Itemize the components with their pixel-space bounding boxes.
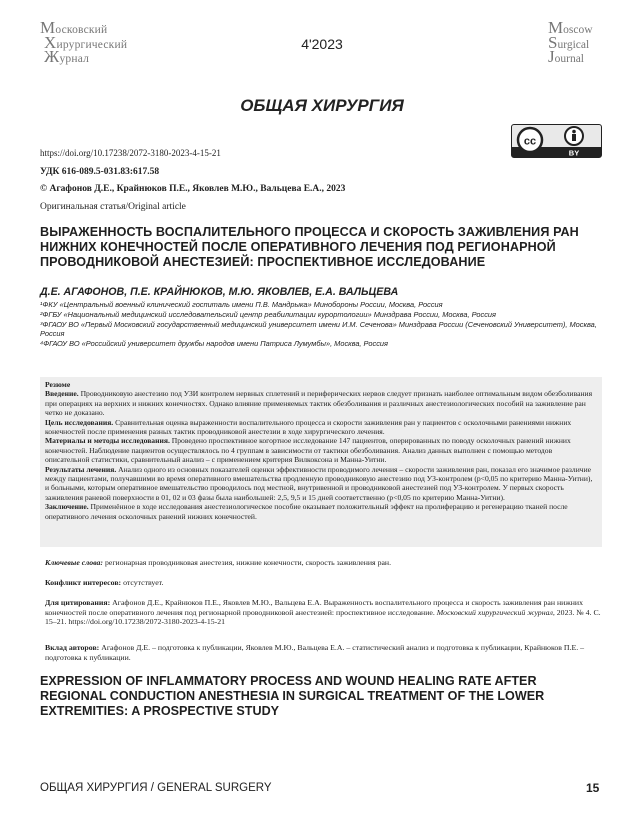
article-type: Оригинальная статья/Original article xyxy=(40,202,186,212)
abstract-conclusion: Заключение. Применённое в ходе исследования анестезиологическое пособие оказывает положительный эффект на пролиферацию и регенерацию тканей после оперативного лечения осколочных ранений нижних конечностей. xyxy=(45,502,568,521)
article-title-en: EXPRESSION OF INFLAMMATORY PROCESS AND WOUND HEALING RATE AFTER REGIONAL CONDUCTION ANESTHESIA IN SURGICAL TREATMENT OF THE LOWER EXTREMITIES: A PROSPECTIVE STUDY xyxy=(40,674,545,718)
abstract-heading: Резюме xyxy=(45,380,71,389)
journal-logo-ru: Московский Хирургический Журнал xyxy=(40,18,128,66)
license-by-text: BY xyxy=(568,148,580,157)
affiliation-1: ¹ФКУ «Центральный военный клинический госпиталь имени П.В. Мандрыка» Минобороны России, Москва, Россия xyxy=(40,300,443,309)
keywords: Ключевые слова: регионарная проводниковая анестезия, нижние конечности, скорость заживления ран. xyxy=(45,558,392,567)
abstract-methods: Материалы и методы исследования. Проведено проспективное когортное исследование 147 пациентов, оперированных по поводу осколочных ранений нижних конечностей. Наблюдение пациентов осуществлялось по 4 группам в зависимости от тактики обезболивания. Анализ данных выполнен с помощью методов описательной статистики, сравнительный анализ – с применением критерия Вилкоксона и Манна-Уитни. xyxy=(45,436,571,465)
abstract-aim: Цель исследования. Сравнительная оценка выраженности воспалительного процесса и скорости заживления ран у пациентов с осколочными ранениями нижних конечностей после применения разных тактик проводниковой анестезии в ходе хирургического лечения. xyxy=(45,417,572,437)
section-title: ОБЩАЯ ХИРУРГИЯ xyxy=(240,96,404,115)
affiliation-3: ³ФГАОУ ВО «Первый Московский государственный медицинский университет имени И.М. Сеченова» Минздрава России (Сеченовский Университет), Москва, Россия xyxy=(40,320,597,338)
affiliations xyxy=(40,300,602,349)
doi-link[interactable]: https://doi.org/10.17238/2072-3180-2023-4-15-21 xyxy=(40,148,221,158)
affiliation-2: ²ФГБУ «Национальный медицинский исследовательский центр реабилитации курортологии» Минздрава России, Москва, Россия xyxy=(40,310,496,319)
issue-number: 4'2023 xyxy=(301,36,343,52)
page-number: 15 xyxy=(586,781,600,795)
abstract-intro: Введение. Проводниковую анестезию под УЗИ контролем нервных сплетений и периферических нервов следует признать наиболее оптимальным видом обезболивания при операциях на верхних и нижних конечностях. Однако влияние применяемых тактик обезболивания и различных анестезиологических пособий на заживление ран четко не доказано. xyxy=(45,389,593,418)
svg-text:cc: cc xyxy=(523,135,537,148)
author-contributions: Вклад авторов: Агафонов Д.Е. – подготовка к публикации, Яковлев М.Ю., Вальцева Е.А. – статистический анализ и подготовка к публикации, Крайнюков П.Е. – подготовка к публикации. xyxy=(45,643,585,662)
citation: Для цитирования: Агафонов Д.Е., Крайнюков П.Е., Яковлев М.Ю., Вальцева Е.А. Выраженность воспалительного процесса и скорость заживления ран нижних конечностей после оперативного лечения под регионарной проводниковой анестезией: проспективное исследование. Московский хирургический журнал, 2023. № 4. С. 15–21. https://doi.org/10.17238/2072-3180-2023-4-15-21 xyxy=(45,598,601,627)
udk-code: УДК 616-089.5-031.83:617.58 xyxy=(40,167,160,177)
footer-section: ОБЩАЯ ХИРУРГИЯ / GENERAL SURGERY xyxy=(40,782,272,794)
conflict-of-interest: Конфликт интересов: отсутствует. xyxy=(45,578,164,587)
journal-logo-en: Moscow Surgical Journal xyxy=(548,18,593,66)
copyright: © Агафонов Д.Е., Крайнюков П.Е., Яковлев М.Ю., Вальцева Е.А., 2023 xyxy=(40,184,346,194)
article-title-ru: ВЫРАЖЕННОСТЬ ВОСПАЛИТЕЛЬНОГО ПРОЦЕССА И СКОРОСТЬ ЗАЖИВЛЕНИЯ РАН НИЖНИХ КОНЕЧНОСТЕЙ ПОСЛЕ ОПЕРАТИВНОГО ЛЕЧЕНИЯ ПОД РЕГИОНАРНОЙ ПРОВОДНИКОВОЙ АНЕСТЕЗИЕЙ: ПРОСПЕКТИВНОЕ ИССЛЕДОВАНИЕ xyxy=(40,225,579,269)
abstract-box xyxy=(40,377,602,547)
cc-license-badge xyxy=(511,124,602,158)
abstract-results: Результаты лечения. Анализ одного из основных показателей оценки эффективности проводимого лечения – скорости заживления ран, показал его значимое различие между пациентами, получавшими во время оперативного вмешательства продленную проводниковую анестезию под УЗ-контролем (p<0,05 по критерию Манна-Уитни), и больными, которым оперативное вмешательство проводилось под местной, внутривенной и проводниковой анестезией под УЗ-контролем. У первых скорость заживления раневой поверхности в 01, 02 и 03 фазы была наибольшей: 2,5, 9,5 и 15 дней соответственно (p<0,05 по критерию Манна-Уитни). xyxy=(45,464,593,502)
authors: Д.Е. АГАФОНОВ, П.Е. КРАЙНЮКОВ, М.Ю. ЯКОВЛЕВ, Е.А. ВАЛЬЦЕВА xyxy=(40,286,399,298)
affiliation-4: ⁴ФГАОУ ВО «Российский университет дружбы народов имени Патриса Лумумбы», Москва, Россия xyxy=(40,339,388,348)
cc-by-icon xyxy=(512,125,601,157)
